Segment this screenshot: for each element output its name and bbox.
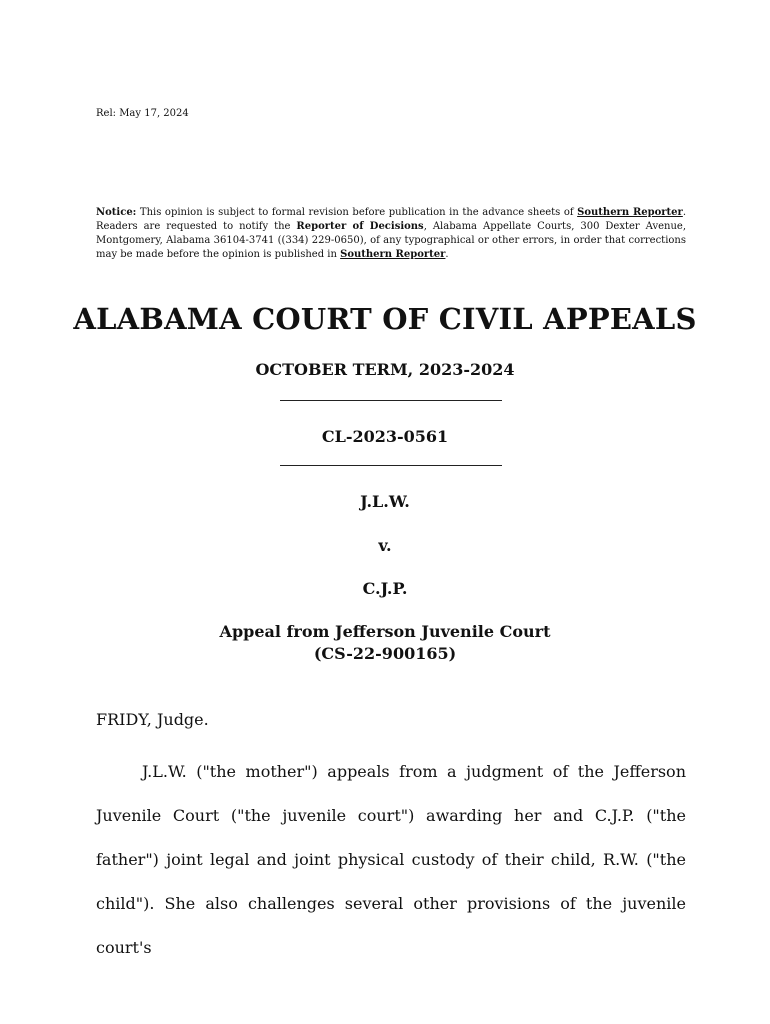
notice-text: This opinion is subject to formal revision before publication in the advance sheets of <box>136 207 578 218</box>
court-term: OCTOBER TERM, 2023-2024 <box>255 360 515 379</box>
appellee: C.J.P. <box>362 579 408 598</box>
trial-case-number: (CS-22-900165) <box>313 644 457 663</box>
notice-text: , Alabama Appellate Courts, 300 Dexter Avenue, Montgomery, Alabama 36104-3741 ((334) 229-0650), of any typographical or other errors, in order that corrections may be made before the opinion is published in <box>96 221 686 260</box>
reporter-of-decisions: Reporter of Decisions <box>296 221 424 232</box>
appellant: J.L.W. <box>360 492 410 511</box>
southern-reporter-link: Southern Reporter <box>340 249 446 260</box>
divider-rule <box>280 465 502 466</box>
divider-rule <box>280 400 502 401</box>
case-number: CL-2023-0561 <box>321 427 449 446</box>
court-name: ALABAMA COURT OF CIVIL APPEALS <box>73 302 697 336</box>
publication-notice <box>96 206 686 262</box>
appeal-from: Appeal from Jefferson Juvenile Court <box>219 622 551 641</box>
notice-text: . Readers are requested to notify the <box>96 207 686 232</box>
notice-text: . <box>445 249 449 260</box>
versus: v. <box>378 536 392 555</box>
notice-label: Notice: <box>96 207 137 218</box>
southern-reporter-link: Southern Reporter <box>577 207 683 218</box>
opinion-paragraph: J.L.W. ("the mother") appeals from a judgment of the Jefferson Juvenile Court ("the juvenile court") awarding her and C.J.P. ("the father") joint legal and joint physical custody of their child, R.W. ("the child"). She also challenges several other provisions of the juvenile court's <box>96 762 686 957</box>
release-date: Rel: May 17, 2024 <box>96 108 189 119</box>
opinion-author: FRIDY, Judge. <box>96 710 209 729</box>
